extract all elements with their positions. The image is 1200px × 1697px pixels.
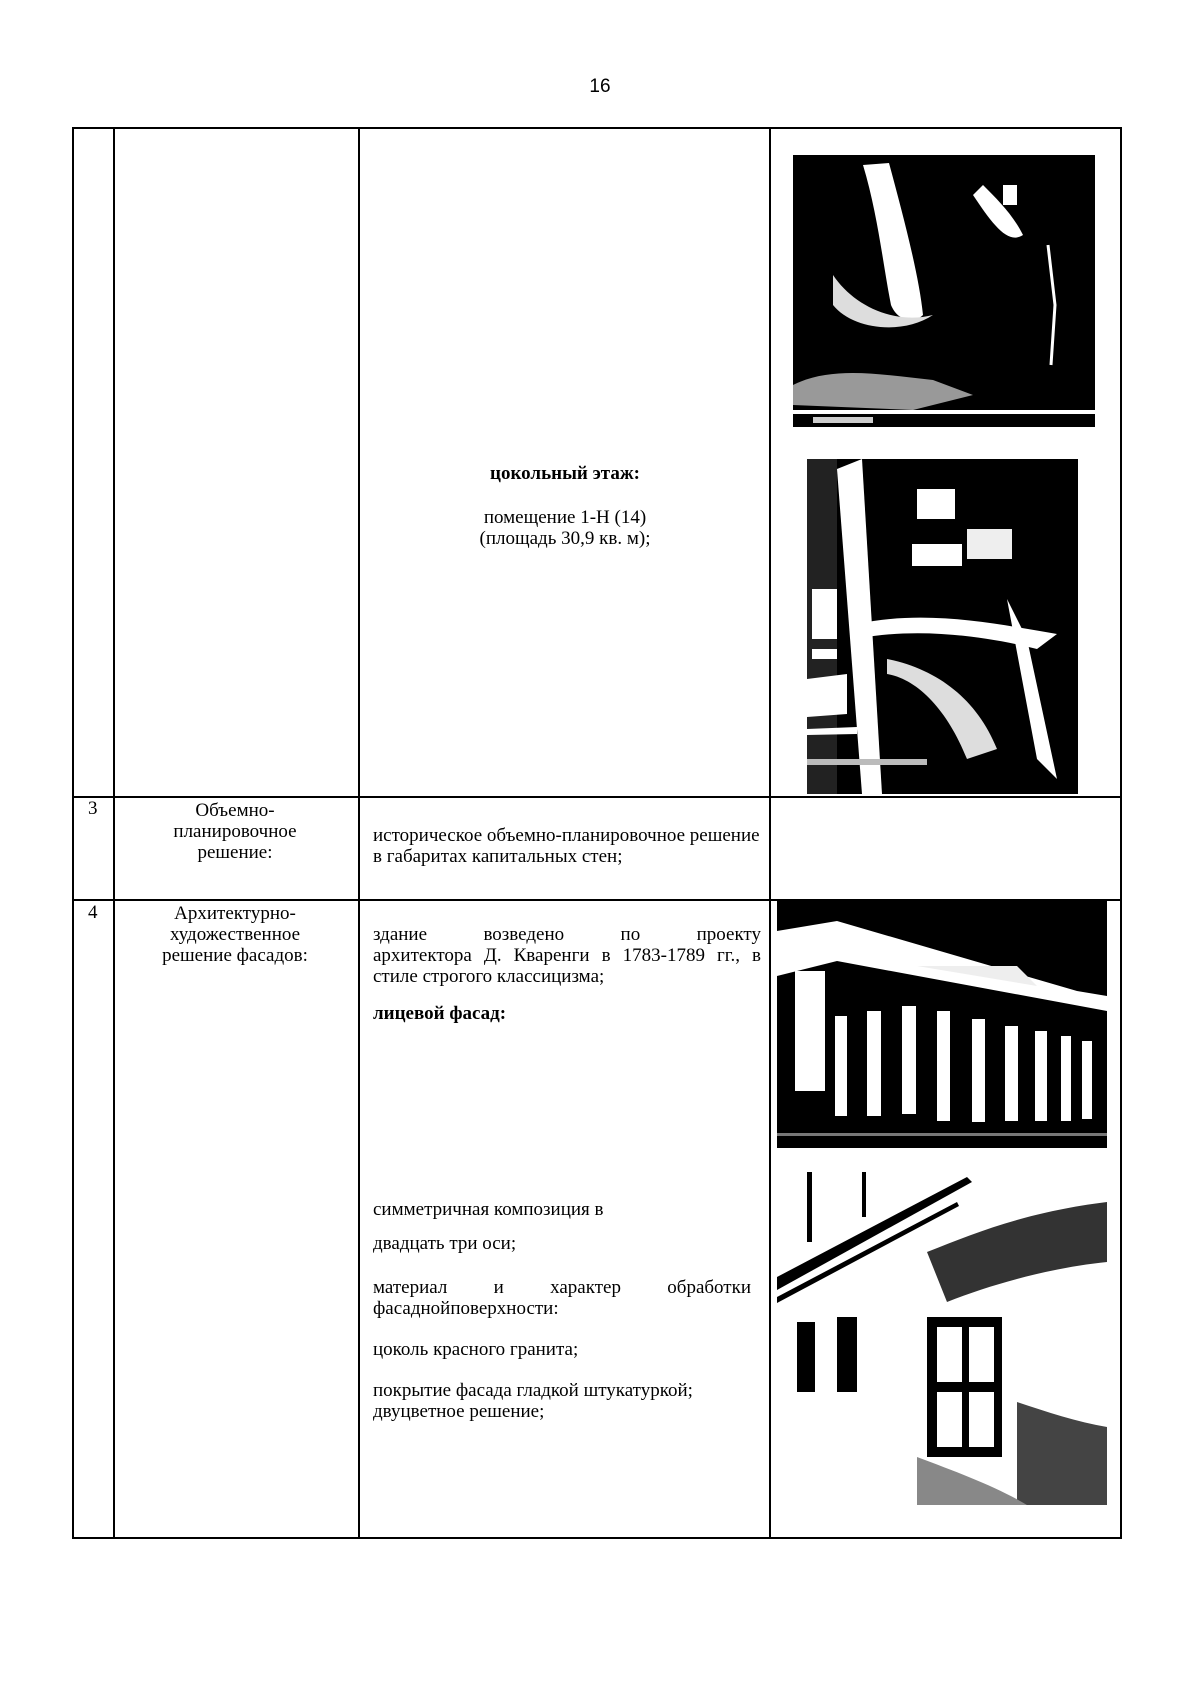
table-bottom-border bbox=[72, 1537, 1122, 1539]
row-4-description bbox=[373, 924, 761, 1024]
row-3-description: историческое объемно-планировочное решение в габаритах капитальных стен; bbox=[373, 825, 760, 867]
row-number-4: 4 bbox=[88, 902, 98, 923]
material-line1: материал и характер обработки bbox=[373, 1277, 751, 1298]
coating-description: покрытие фасада гладкой штукатуркой; двуцветное решение; bbox=[373, 1380, 693, 1422]
row-number-3: 3 bbox=[88, 798, 98, 819]
table-left-border bbox=[72, 127, 74, 1539]
facade-intro-rest: архитектора Д. Кваренги в 1783-1789 гг., в стиле строгого классицизма; bbox=[373, 945, 761, 987]
interior-photo-upper bbox=[793, 155, 1095, 427]
interior-photo-lower bbox=[807, 459, 1078, 794]
row-4-name: Архитектурно-художественное решение фасадов: bbox=[162, 903, 308, 966]
room-area: (площадь 30,9 кв. м); bbox=[479, 528, 651, 549]
page-number: 16 bbox=[589, 76, 611, 97]
main-facade-heading: лицевой фасад: bbox=[373, 1003, 507, 1024]
facade-photo-upper bbox=[777, 901, 1107, 1148]
table-right-border bbox=[1120, 127, 1122, 1539]
column-divider-3 bbox=[769, 127, 771, 1539]
basement-heading: цокольный этаж: bbox=[490, 463, 640, 484]
facade-photo-lower bbox=[777, 1172, 1107, 1505]
composition-line1: симметричная композиция в bbox=[373, 1199, 604, 1220]
table-top-border bbox=[72, 127, 1122, 129]
facade-intro-line1: здание возведено по проекту bbox=[373, 924, 761, 945]
plinth-description: цоколь красного гранита; bbox=[373, 1339, 579, 1360]
basement-description bbox=[362, 463, 768, 549]
row-divider-3 bbox=[72, 796, 1122, 798]
row-3-name: Объемно-планировочное решение: bbox=[173, 800, 297, 863]
column-divider-2 bbox=[358, 127, 360, 1539]
room-number: помещение 1-Н (14) bbox=[483, 507, 647, 528]
facade-details bbox=[373, 1197, 751, 1422]
column-divider-1 bbox=[113, 127, 115, 1539]
composition-line2: двадцать три оси; bbox=[373, 1233, 517, 1254]
material-line2: фасаднойповерхности: bbox=[373, 1298, 559, 1319]
